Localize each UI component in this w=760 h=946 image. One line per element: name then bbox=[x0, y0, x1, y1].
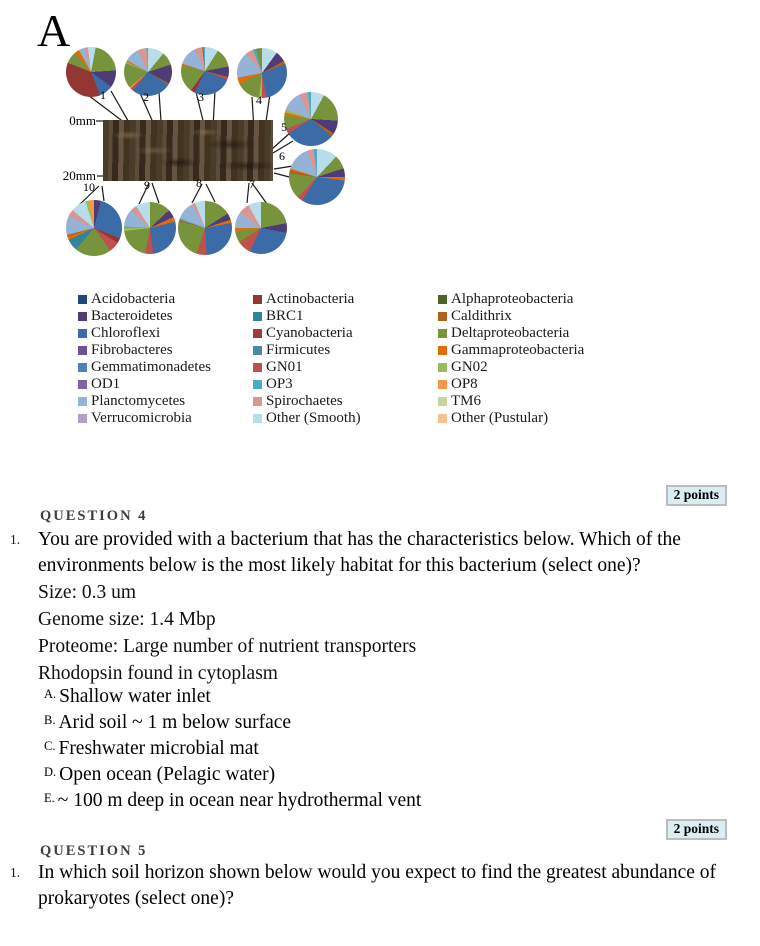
pie-chart-9 bbox=[124, 202, 176, 254]
legend-swatch-icon bbox=[438, 312, 447, 321]
pie-number-4: 4 bbox=[256, 93, 262, 107]
legend-item bbox=[438, 308, 584, 325]
pie-number-8: 8 bbox=[196, 176, 202, 190]
pie-chart-3 bbox=[181, 47, 229, 95]
question-5-body bbox=[10, 860, 740, 912]
legend-swatch-icon bbox=[253, 414, 262, 423]
question-4-options bbox=[44, 684, 421, 814]
pie-number-3: 3 bbox=[198, 90, 204, 104]
legend-swatch-icon bbox=[438, 295, 447, 304]
answer-option-c[interactable] bbox=[44, 736, 421, 762]
legend-label: Alphaproteobacteria bbox=[451, 291, 574, 307]
points-badge-q4: 2 points bbox=[666, 485, 727, 506]
legend-item bbox=[438, 325, 584, 342]
legend-item bbox=[78, 376, 211, 393]
legend-item bbox=[438, 342, 584, 359]
option-letter: D. bbox=[44, 765, 57, 779]
option-letter: A. bbox=[44, 687, 57, 701]
legend-swatch-icon bbox=[438, 380, 447, 389]
legend-label: Gammaproteobacteria bbox=[451, 342, 585, 358]
pie-number-7: 7 bbox=[249, 177, 255, 191]
legend-item bbox=[253, 291, 361, 308]
legend-swatch-icon bbox=[78, 397, 87, 406]
legend-label: Planctomycetes bbox=[91, 393, 186, 409]
pie-number-6: 6 bbox=[279, 149, 285, 163]
legend-label: Fibrobacteres bbox=[91, 342, 173, 358]
legend-label: GN02 bbox=[451, 359, 488, 375]
depth-label-0mm: 0mm bbox=[69, 113, 96, 128]
pie-number-1: 1 bbox=[100, 88, 106, 102]
legend-item bbox=[253, 393, 361, 410]
legend-item bbox=[253, 376, 361, 393]
question-4-text: You are provided with a bacterium that has the characteristics below. Which of the environments below is the most likely habitat for this bacterium (select one)? bbox=[38, 529, 681, 576]
legend-swatch-icon bbox=[253, 397, 262, 406]
legend-item bbox=[253, 325, 361, 342]
legend-column-1 bbox=[78, 291, 211, 427]
legend-label: Other (Pustular) bbox=[451, 410, 549, 426]
question-4-heading: QUESTION 4 bbox=[40, 508, 148, 524]
legend-item bbox=[253, 342, 361, 359]
option-letter: B. bbox=[44, 713, 56, 727]
question-4-detail-line: Proteome: Large number of nutrient transporters bbox=[38, 636, 417, 657]
pie-number-5: 5 bbox=[281, 120, 287, 134]
legend-item bbox=[78, 308, 211, 325]
option-text: Open ocean (Pelagic water) bbox=[59, 764, 276, 785]
legend-label: TM6 bbox=[451, 393, 481, 409]
figure-panel-a bbox=[0, 0, 760, 470]
question-4-number: 1. bbox=[10, 532, 21, 547]
legend-swatch-icon bbox=[253, 380, 262, 389]
legend-label: Chloroflexi bbox=[91, 325, 161, 341]
soil-core-photo bbox=[103, 120, 273, 181]
legend-item bbox=[253, 359, 361, 376]
legend-label: Cyanobacteria bbox=[266, 325, 353, 341]
legend-item bbox=[438, 410, 584, 427]
question-5-heading: QUESTION 5 bbox=[40, 843, 148, 859]
legend-swatch-icon bbox=[78, 295, 87, 304]
pie-number-9: 9 bbox=[144, 178, 150, 192]
pie-chart-10 bbox=[66, 200, 122, 256]
legend-label: OP8 bbox=[451, 376, 478, 392]
legend-item bbox=[253, 308, 361, 325]
legend-item bbox=[78, 393, 211, 410]
legend-swatch-icon bbox=[253, 295, 262, 304]
legend-item bbox=[253, 410, 361, 427]
legend-swatch-icon bbox=[253, 312, 262, 321]
legend-item bbox=[438, 291, 584, 308]
legend-label: Verrucomicrobia bbox=[91, 410, 192, 426]
legend-column-2 bbox=[253, 291, 361, 427]
legend-item bbox=[438, 393, 584, 410]
question-4-body bbox=[10, 527, 740, 687]
legend-column-3 bbox=[438, 291, 584, 427]
legend-swatch-icon bbox=[78, 363, 87, 372]
pie-chart-6 bbox=[289, 149, 345, 205]
legend-swatch-icon bbox=[253, 329, 262, 338]
legend-label: Deltaproteobacteria bbox=[451, 325, 570, 341]
legend-label: Other (Smooth) bbox=[266, 410, 361, 426]
points-badge-q5: 2 points bbox=[666, 819, 727, 840]
legend-label: Spirochaetes bbox=[266, 393, 343, 409]
legend-label: Bacteroidetes bbox=[91, 308, 173, 324]
question-5-number: 1. bbox=[10, 865, 21, 880]
legend-swatch-icon bbox=[78, 380, 87, 389]
legend-item bbox=[78, 291, 211, 308]
pie-chart-2 bbox=[124, 48, 172, 96]
legend-label: OP3 bbox=[266, 376, 293, 392]
question-4-detail-line: Rhodopsin found in cytoplasm bbox=[38, 663, 278, 684]
legend-swatch-icon bbox=[438, 346, 447, 355]
answer-option-d[interactable] bbox=[44, 762, 421, 788]
panel-label: A bbox=[37, 5, 71, 56]
answer-option-a[interactable] bbox=[44, 684, 421, 710]
pie-chart-4 bbox=[237, 48, 287, 98]
legend-label: BRC1 bbox=[266, 308, 304, 324]
pie-chart-7 bbox=[235, 202, 287, 254]
answer-option-e[interactable] bbox=[44, 788, 421, 814]
legend-label: Actinobacteria bbox=[266, 291, 355, 307]
pie-number-10: 10 bbox=[83, 180, 95, 194]
legend-label: Caldithrix bbox=[451, 308, 512, 324]
option-text: ~ 100 m deep in ocean near hydrothermal vent bbox=[57, 790, 422, 811]
option-letter: E. bbox=[44, 791, 55, 805]
legend-item bbox=[78, 342, 211, 359]
legend-label: Firmicutes bbox=[266, 342, 331, 358]
legend-swatch-icon bbox=[253, 346, 262, 355]
legend-item bbox=[78, 325, 211, 342]
legend-label: Gemmatimonadetes bbox=[91, 359, 211, 375]
question-4-details bbox=[38, 579, 738, 687]
option-text: Freshwater microbial mat bbox=[58, 738, 259, 759]
legend-item bbox=[438, 359, 584, 376]
answer-option-b[interactable] bbox=[44, 710, 421, 736]
legend-swatch-icon bbox=[78, 414, 87, 423]
legend-swatch-icon bbox=[78, 346, 87, 355]
question-5-text: In which soil horizon shown below would you expect to find the greatest abundance of prokaryotes (select one)? bbox=[38, 862, 716, 909]
legend-label: Acidobacteria bbox=[91, 291, 176, 307]
legend-swatch-icon bbox=[438, 329, 447, 338]
option-letter: C. bbox=[44, 739, 56, 753]
pie-chart-5 bbox=[284, 92, 338, 146]
option-text: Shallow water inlet bbox=[59, 686, 211, 707]
pie-chart-8 bbox=[178, 201, 232, 255]
legend-label: GN01 bbox=[266, 359, 303, 375]
question-4-detail-line: Size: 0.3 um bbox=[38, 582, 137, 603]
legend-swatch-icon bbox=[438, 363, 447, 372]
question-4-detail-line: Genome size: 1.4 Mbp bbox=[38, 609, 216, 630]
legend-swatch-icon bbox=[78, 329, 87, 338]
legend-swatch-icon bbox=[78, 312, 87, 321]
legend-swatch-icon bbox=[253, 363, 262, 372]
depth-label-20mm: 20mm bbox=[62, 168, 96, 183]
pie-chart-1 bbox=[66, 47, 116, 97]
legend-label: OD1 bbox=[91, 376, 121, 392]
legend-item bbox=[438, 376, 584, 393]
option-text: Arid soil ~ 1 m below surface bbox=[58, 712, 292, 733]
pie-number-2: 2 bbox=[143, 90, 149, 104]
legend-swatch-icon bbox=[438, 397, 447, 406]
legend-item bbox=[78, 359, 211, 376]
legend-item bbox=[78, 410, 211, 427]
legend-swatch-icon bbox=[438, 414, 447, 423]
